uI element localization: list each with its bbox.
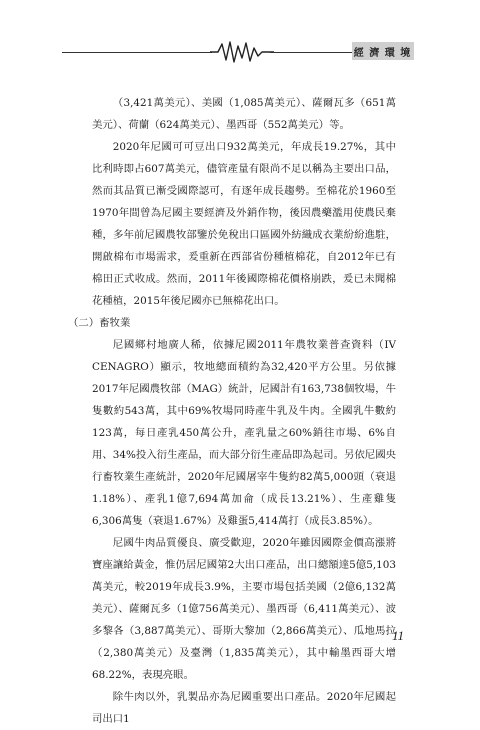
section-title-char: 境 — [400, 47, 413, 59]
page-number: 11 — [392, 628, 405, 643]
running-header — [62, 40, 414, 64]
section-title-char: 環 — [384, 47, 397, 59]
section-title-tab — [352, 42, 414, 60]
section-title-char: 濟 — [369, 47, 382, 59]
paragraph: 尼國牛肉品質優良、廣受歡迎，2020年雖因國際金價高漲將寶座讓給黃金，惟仍居尼國第2大出口產品，出口總額達5億5,103萬美元，較2019年成長3.9%，主要市場包括美國（2億6,132萬美元）、薩爾瓦多（1億756萬美元）、墨西哥（6,411萬美元）、波多黎各（3,887萬美元）、哥斯大黎加（2,866萬美元）、瓜地馬拉（2,380萬美元）及臺灣（1,835萬美元），其中輸墨西哥大增68.22%，表現亮眼。 — [92, 537, 396, 681]
section-heading: （二）畜牧業 — [68, 317, 131, 329]
heartbeat-pulse-icon — [210, 40, 274, 64]
paragraph: 除牛肉以外，乳製品亦為尼國重要出口產品。2020年尼國起司出口1 — [92, 691, 396, 725]
paragraph: （3,421萬美元）、美國（1,085萬美元）、薩爾瓦多（651萬美元）、荷蘭（624萬美元）、墨西哥（552萬美元）等。 — [92, 97, 396, 131]
body-text — [68, 92, 396, 730]
paragraph: 尼國鄉村地廣人稀，依據尼國2011年農牧業普查資料（IV CENAGRO）顯示，牧地總面積約為32,420平方公里。另依據2017年尼國農牧部（MAG）統計，尼國計有163,738個牧場，牛隻數約543萬，其中69%牧場同時產牛乳及牛肉。全國乳牛數約123萬，每日產乳450萬公升，產乳量之60%銷往市場、6%自用、34%投入衍生產品，而大部分衍生產品即為起司。另依尼國央行畜牧業生產統計，2020年尼國屠宰牛隻約82萬5,000頭（衰退1.18%）、產乳1億7,694萬加侖（成長13.21%）、生產雞隻6,306萬隻（衰退1.67%）及雞蛋5,414萬打（成長3.85%）。 — [92, 339, 396, 527]
header-rule-left — [62, 52, 212, 53]
section-title-char: 經 — [353, 47, 366, 59]
paragraph: 2020年尼國可可豆出口932萬美元，年成長19.27%，其中比利時即占607萬美元，儘管產量有限尚不足以稱為主要出口品，然而其品質已漸受國際認可，有逐年成長趨勢。至棉花於1960至1970年間曾為尼國主要經濟及外銷作物，後因農藥濫用使農民棄種，多年前尼國農牧部鑒於免稅出口區國外紡織成衣業紛紛進駐，開啟棉布市場需求，爰重新在西部省份種植棉花，自2012年已有棉田正式收成。然而，2011年後國際棉花價格崩跌，爰已未聞棉花種植，2015年後尼國亦已無棉花出口。 — [92, 141, 396, 307]
